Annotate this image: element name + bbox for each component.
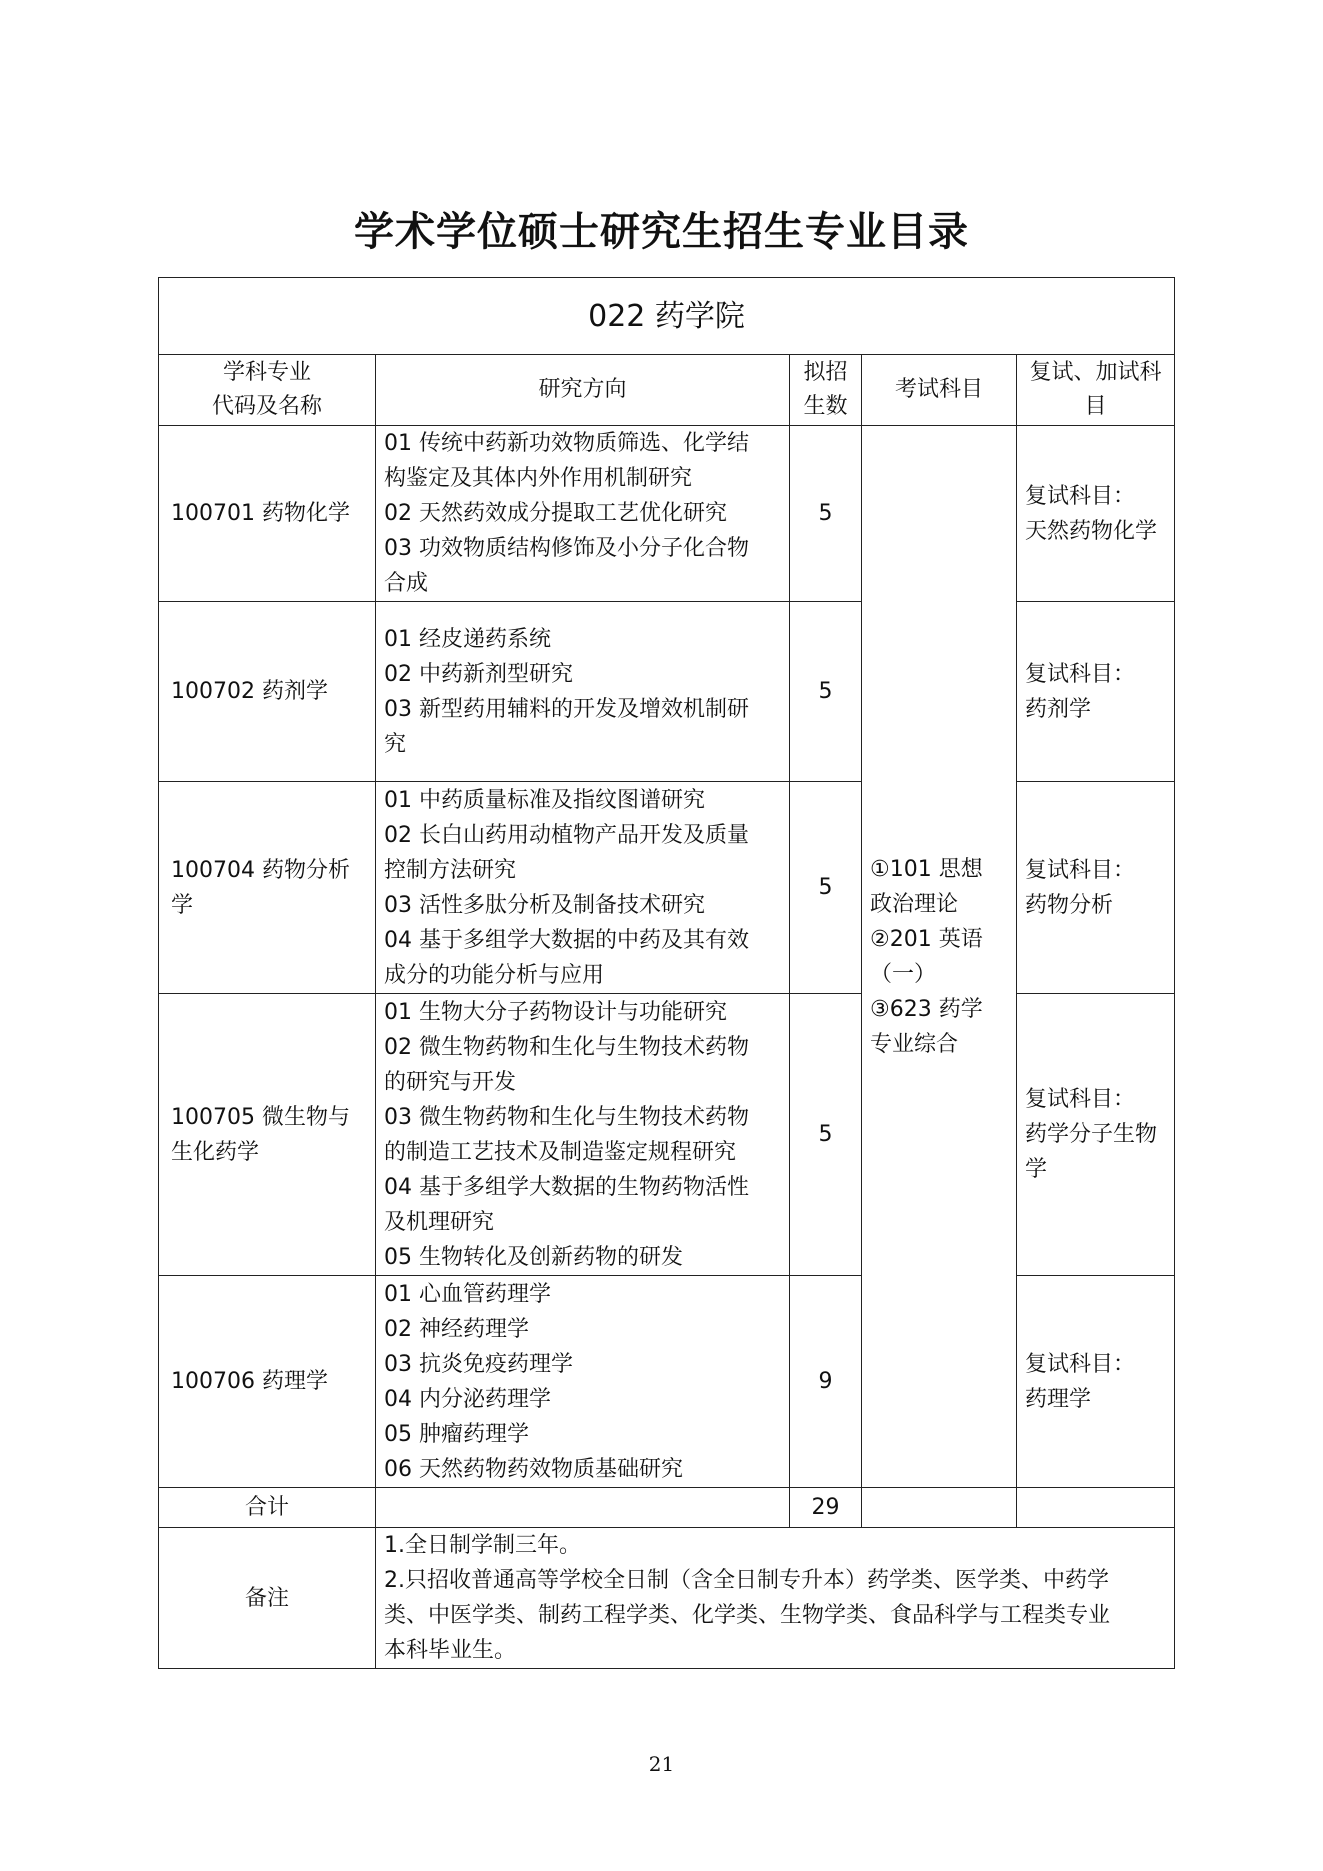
direction-cell xyxy=(376,782,790,994)
notes-cell xyxy=(376,1528,1175,1669)
direction-line: 03 抗炎免疫药理学 xyxy=(384,1351,573,1377)
retest-label: 复试科目： xyxy=(1025,661,1136,687)
quota-cell: 5 xyxy=(790,994,862,1276)
direction-line: 03 活性多肽分析及制备技术研究 xyxy=(384,892,705,918)
exam-subjects-cell xyxy=(862,426,1017,1488)
direction-line: 成分的功能分析与应用 xyxy=(384,962,605,988)
direction-cell xyxy=(376,1276,790,1488)
direction-line: 06 天然药物药效物质基础研究 xyxy=(384,1456,683,1482)
direction-line: 02 神经药理学 xyxy=(384,1316,529,1342)
direction-line: 03 微生物药物和生化与生物技术药物 xyxy=(384,1104,749,1130)
header-exam: 考试科目 xyxy=(862,355,1017,426)
exam-line: 政治理论 xyxy=(870,891,959,917)
notes-row xyxy=(159,1528,1175,1669)
exam-line: ③623 药学 xyxy=(870,996,983,1022)
direction-line: 05 生物转化及创新药物的研发 xyxy=(384,1244,683,1270)
retest-label: 复试科目： xyxy=(1025,1351,1136,1377)
major-cell: 100701 药物化学 xyxy=(159,426,376,602)
direction-line: 04 基于多组学大数据的生物药物活性 xyxy=(384,1174,749,1200)
retest-label: 复试科目： xyxy=(1025,857,1136,883)
header-major-line: 学科专业 xyxy=(222,360,311,385)
total-empty-cell xyxy=(862,1488,1017,1528)
retest-value: 药剂学 xyxy=(1025,696,1092,722)
table-row xyxy=(159,1276,1175,1488)
total-empty-cell xyxy=(1017,1488,1175,1528)
direction-line: 的制造工艺技术及制造鉴定规程研究 xyxy=(384,1139,737,1165)
header-retest-line: 目 xyxy=(1084,394,1107,419)
table-row xyxy=(159,782,1175,994)
direction-line: 构鉴定及其体内外作用机制研究 xyxy=(384,466,693,491)
retest-value: 天然药物化学 xyxy=(1025,518,1158,544)
header-major-line: 代码及名称 xyxy=(211,394,322,419)
header-retest-line: 复试、加试科 xyxy=(1029,360,1162,385)
retest-cell xyxy=(1017,994,1175,1276)
header-quota-line: 生数 xyxy=(803,394,848,419)
retest-label: 复试科目： xyxy=(1025,1087,1136,1112)
direction-line: 02 天然药效成分提取工艺优化研究 xyxy=(384,501,727,526)
page-title: 学术学位硕士研究生招生专业目录 xyxy=(354,209,969,255)
retest-cell xyxy=(1017,602,1175,782)
note-line: 类、中医学类、制药工程学类、化学类、生物学类、食品科学与工程类专业 xyxy=(384,1603,1111,1628)
major-cell: 100704 药物分析学 xyxy=(159,782,376,994)
direction-line: 04 内分泌药理学 xyxy=(384,1386,551,1412)
direction-line: 05 肿瘤药理学 xyxy=(384,1421,529,1447)
direction-line: 04 基于多组学大数据的中药及其有效 xyxy=(384,927,749,953)
direction-line: 01 中药质量标准及指纹图谱研究 xyxy=(384,787,705,813)
note-line: 本科毕业生。 xyxy=(384,1638,517,1663)
header-quota-line: 拟招 xyxy=(803,360,848,385)
retest-cell xyxy=(1017,1276,1175,1488)
direction-line: 01 传统中药新功效物质筛选、化学结 xyxy=(384,431,749,456)
direction-line: 01 经皮递药系统 xyxy=(384,626,551,652)
major-cell: 100702 药剂学 xyxy=(159,602,376,782)
notes-label: 备注 xyxy=(159,1528,376,1669)
total-quota: 29 xyxy=(790,1488,862,1528)
catalog-table xyxy=(158,277,1175,1669)
major-cell: 100705 微生物与生化药学 xyxy=(159,994,376,1276)
retest-value: 药学分子生物学 xyxy=(1025,1122,1158,1182)
exam-line: ①101 思想 xyxy=(870,856,983,882)
direction-line: 控制方法研究 xyxy=(384,857,517,883)
header-quota xyxy=(790,355,862,426)
total-empty-cell xyxy=(376,1488,790,1528)
table-row xyxy=(159,426,1175,602)
total-label: 合计 xyxy=(159,1488,376,1528)
header-major xyxy=(159,355,376,426)
exam-line: 专业综合 xyxy=(870,1031,959,1057)
direction-line: 合成 xyxy=(384,571,429,596)
total-row xyxy=(159,1488,1175,1528)
retest-label: 复试科目： xyxy=(1025,483,1136,509)
direction-line: 03 新型药用辅料的开发及增效机制研 xyxy=(384,696,749,722)
page-number: 21 xyxy=(648,1752,675,1776)
exam-line: （一） xyxy=(870,961,937,987)
direction-cell xyxy=(376,426,790,602)
direction-cell xyxy=(376,994,790,1276)
header-direction: 研究方向 xyxy=(376,355,790,426)
direction-line: 究 xyxy=(384,731,407,757)
quota-cell: 5 xyxy=(790,782,862,994)
retest-cell xyxy=(1017,782,1175,994)
direction-line: 01 生物大分子药物设计与功能研究 xyxy=(384,999,727,1025)
quota-cell: 5 xyxy=(790,426,862,602)
direction-line: 及机理研究 xyxy=(384,1209,495,1235)
direction-line: 02 长白山药用动植物产品开发及质量 xyxy=(384,822,749,848)
table-row xyxy=(159,602,1175,782)
quota-cell: 9 xyxy=(790,1276,862,1488)
note-line: 2.只招收普通高等学校全日制（含全日制专升本）药学类、医学类、中药学 xyxy=(384,1568,1109,1593)
direction-line: 的研究与开发 xyxy=(384,1069,517,1095)
table-row xyxy=(159,994,1175,1276)
direction-cell xyxy=(376,602,790,782)
retest-value: 药物分析 xyxy=(1025,892,1114,918)
direction-line: 02 中药新剂型研究 xyxy=(384,661,573,687)
direction-line: 02 微生物药物和生化与生物技术药物 xyxy=(384,1034,749,1060)
department-title: 022 药学院 xyxy=(159,278,1175,355)
exam-line: ②201 英语 xyxy=(870,926,983,952)
retest-value: 药理学 xyxy=(1025,1386,1092,1412)
quota-cell: 5 xyxy=(790,602,862,782)
major-cell: 100706 药理学 xyxy=(159,1276,376,1488)
retest-cell xyxy=(1017,426,1175,602)
note-line: 1.全日制学制三年。 xyxy=(384,1533,581,1558)
direction-line: 03 功效物质结构修饰及小分子化合物 xyxy=(384,536,749,561)
header-retest xyxy=(1017,355,1175,426)
direction-line: 01 心血管药理学 xyxy=(384,1281,551,1307)
